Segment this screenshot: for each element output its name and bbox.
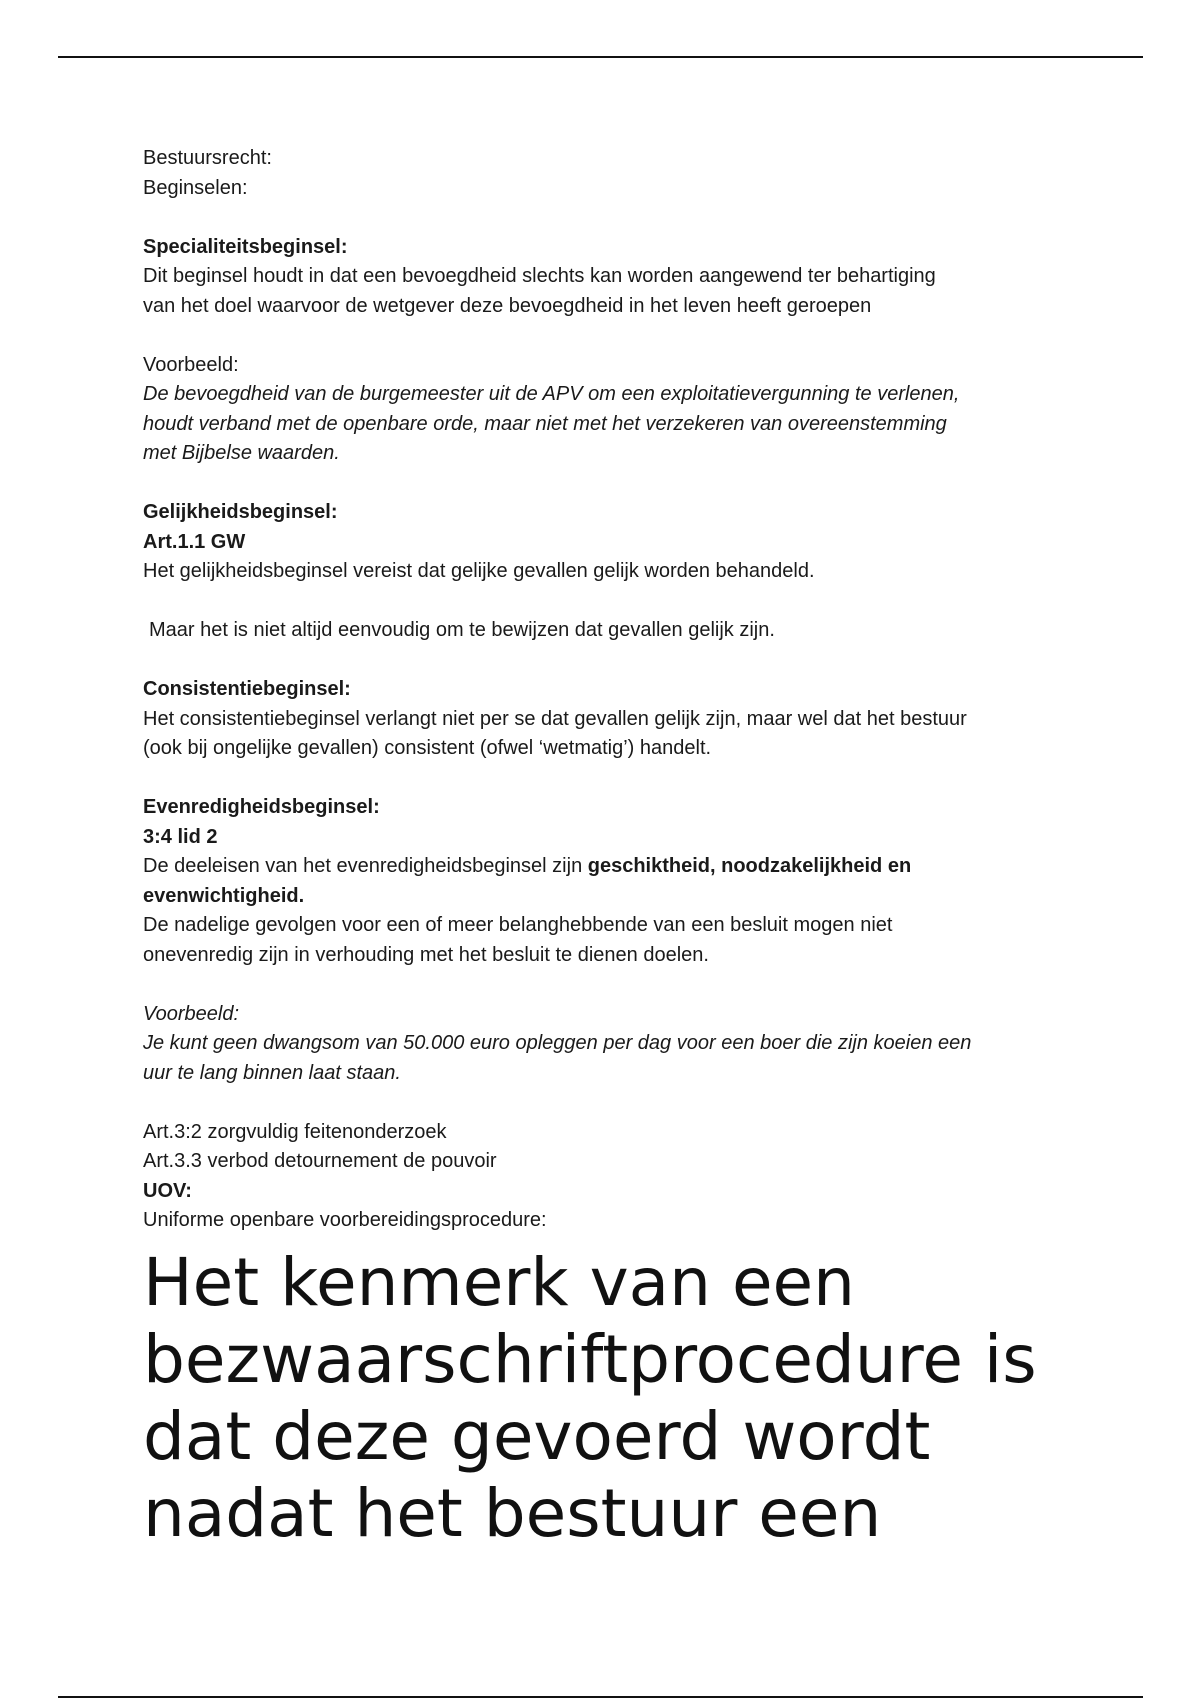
example-line: De bevoegdheid van de burgemeester uit de APV om een exploitatievergunning te verlenen,	[143, 383, 960, 405]
bottom-rule	[58, 1696, 1143, 1698]
paragraph-emphasis: evenwichtigheid.	[143, 884, 305, 907]
paragraph-line: Maar het is niet altijd eenvoudig om te bewijzen dat gevallen gelijk zijn.	[149, 619, 775, 641]
paragraph-emphasis: geschiktheid, noodzakelijkheid en	[587, 855, 912, 877]
example-label: Voorbeeld:	[143, 1002, 239, 1025]
section-title-consistentie: Consistentiebeginsel:	[143, 678, 351, 700]
paragraph-line: van het doel waarvoor de wetgever deze bevoegdheid in het leven heeft geroepen	[143, 294, 872, 317]
article-reference: 3:4 lid 2	[143, 825, 218, 848]
large-text-line: Het kenmerk van een	[143, 1243, 855, 1321]
section-title-gelijkheid: Gelijkheidsbeginsel:	[143, 501, 338, 523]
section-title-specialiteit: Specialiteitsbeginsel:	[143, 235, 348, 258]
example-line: uur te lang binnen laat staan.	[143, 1061, 401, 1084]
large-text-line: nadat het bestuur een	[143, 1474, 882, 1552]
spacer	[143, 970, 1083, 1000]
section-title-uov: UOV:	[143, 1179, 192, 1202]
paragraph-line	[143, 852, 1083, 882]
paragraph-line: Het gelijkheidsbeginsel vereist dat gelijke gevallen gelijk worden behandeld.	[143, 560, 815, 582]
paragraph-line: Uniforme openbare voorbereidingsprocedure:	[143, 1209, 547, 1231]
paragraph-line: onevenredig zijn in verhouding met het besluit te dienen doelen.	[143, 943, 709, 966]
paragraph-line: (ook bij ongelijke gevallen) consistent (ofwel ‘wetmatig’) handelt.	[143, 737, 712, 759]
spacer	[143, 1088, 1083, 1118]
paragraph-line: Het consistentiebeginsel verlangt niet per se dat gevallen gelijk zijn, maar wel dat het bestuur	[143, 707, 967, 730]
article-line: Art.3:2 zorgvuldig feitenonderzoek	[143, 1120, 447, 1143]
paragraph-line: Dit beginsel houdt in dat een bevoegdheid slechts kan worden aangewend ter behartiging	[143, 265, 936, 287]
spacer	[143, 587, 1083, 617]
article-reference: Art.1.1 GW	[143, 530, 246, 553]
document-subheading: Beginselen:	[143, 176, 248, 199]
paragraph-text: De deeleisen van het evenredigheidsbeginsel zijn	[143, 855, 588, 877]
example-line: Je kunt geen dwangsom van 50.000 euro opleggen per dag voor een boer die zijn koeien een	[143, 1032, 972, 1054]
large-text-block	[143, 1244, 1083, 1552]
spacer	[143, 469, 1083, 499]
large-text-line: bezwaarschriftprocedure is	[143, 1320, 1037, 1398]
paragraph-line: De nadelige gevolgen voor een of meer belanghebbende van een besluit mogen niet	[143, 914, 893, 936]
spacer	[143, 646, 1083, 676]
top-rule	[58, 56, 1143, 58]
large-text-line: dat deze gevoerd wordt	[143, 1397, 931, 1475]
article-line: Art.3.3 verbod detournement de pouvoir	[143, 1150, 497, 1172]
example-line: met Bijbelse waarden.	[143, 442, 340, 464]
spacer	[143, 764, 1083, 794]
document-heading: Bestuursrecht:	[143, 147, 272, 169]
example-label: Voorbeeld:	[143, 353, 239, 376]
section-title-evenredigheid: Evenredigheidsbeginsel:	[143, 796, 380, 818]
document-body	[143, 144, 1083, 1552]
example-line: houdt verband met de openbare orde, maar niet met het verzekeren van overeenstemming	[143, 412, 947, 435]
spacer	[143, 321, 1083, 351]
spacer	[143, 203, 1083, 233]
